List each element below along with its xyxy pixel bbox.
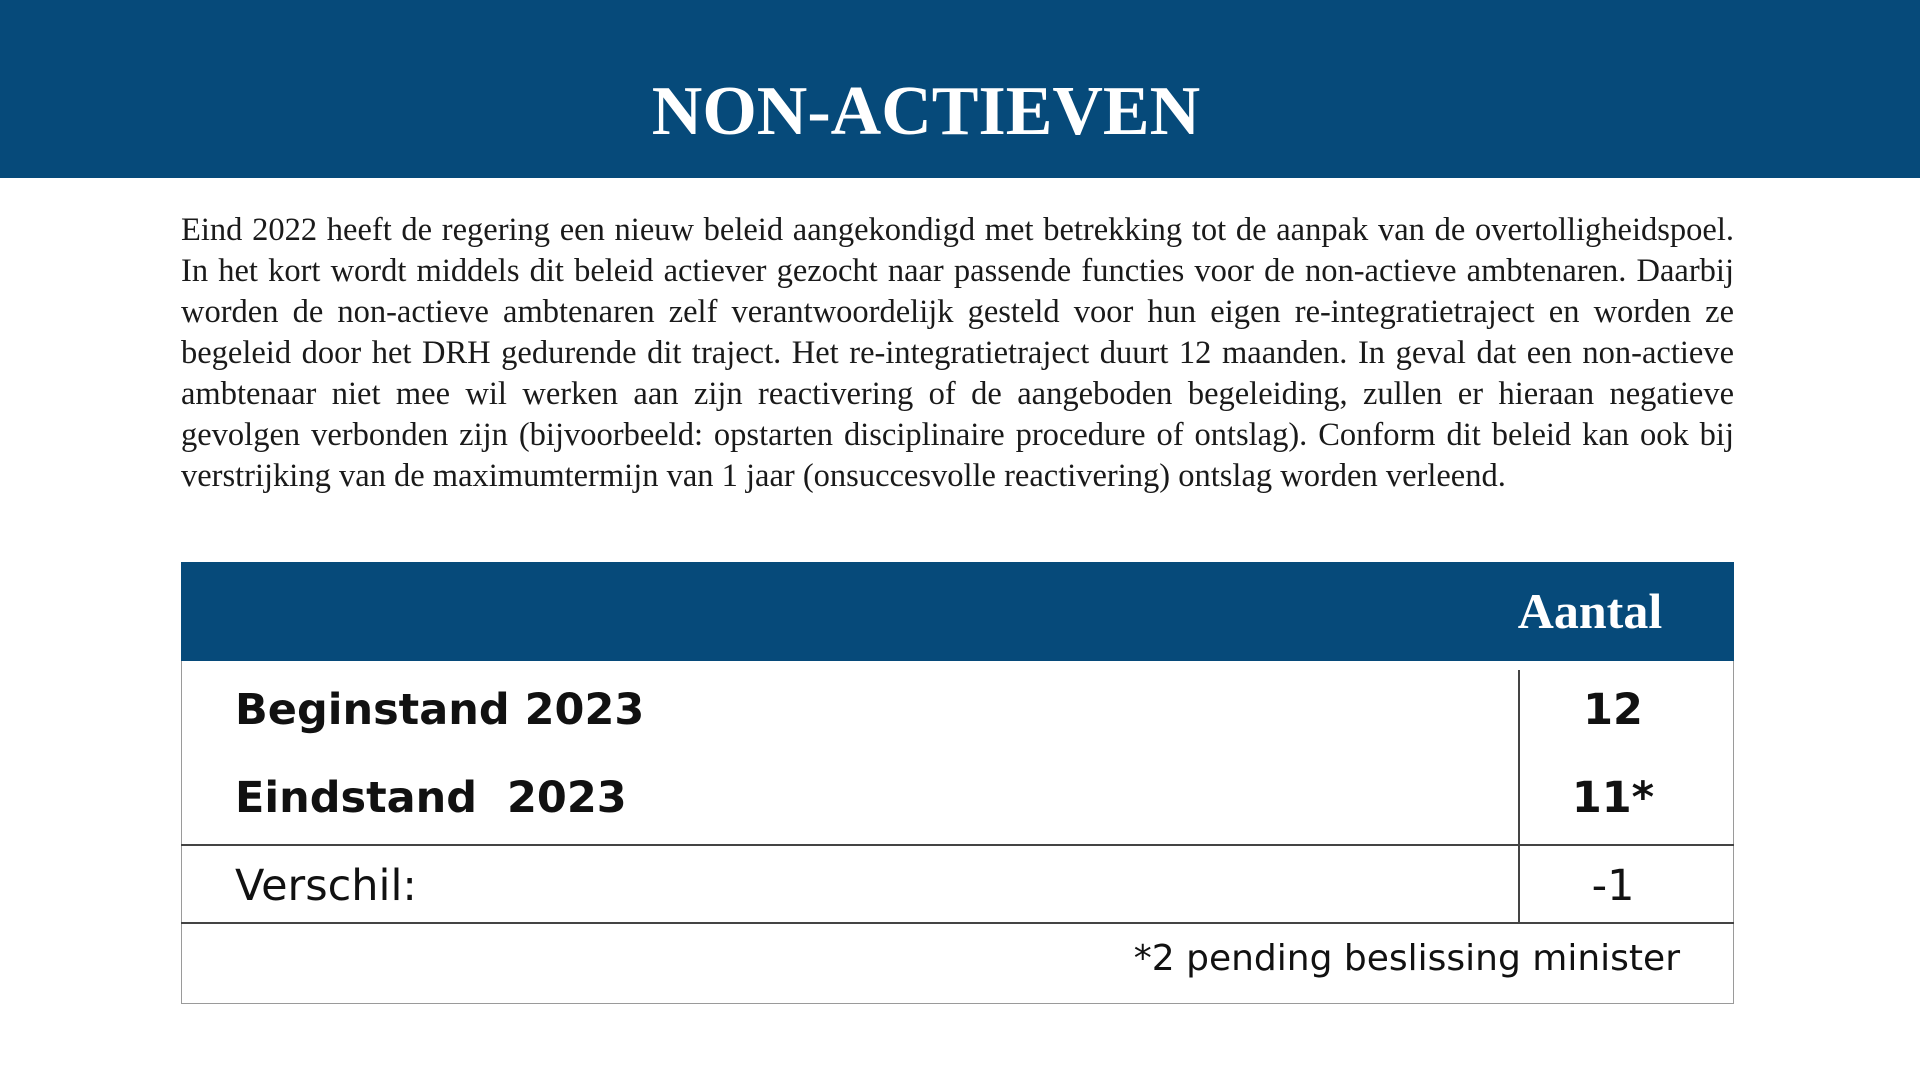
row-value-beginstand: 12 (1583, 685, 1643, 735)
page-title: NON-ACTIEVEN (651, 73, 1201, 150)
row-divider (181, 922, 1734, 924)
row-label-beginstand: Beginstand 2023 (235, 685, 645, 735)
row-value-verschil: -1 (1591, 861, 1635, 911)
policy-paragraph: Eind 2022 heeft de regering een nieuw beleid aangekondigd met betrekking tot de aanpak van de overtolligheidspoel. In het kort wordt middels dit beleid actiever gezocht naar passende functies voor de non-actieve ambtenaren. Daarbij worden de non-actieve ambtenaren zelf verantwoordelijk gesteld voor hun eigen re-integratietraject en worden ze begeleid door het DRH gedurende dit traject. Het re-integratietraject duurt 12 maanden. In geval dat een non-actieve ambtenaar niet mee wil werken aan zijn reactivering of de aangeboden begeleiding, zullen er hieraan negatieve gevolgen verbonden zijn (bijvoorbeeld: opstarten disciplinaire procedure of ontslag). Conform dit beleid kan ook bij verstrijking van de maximumtermijn van 1 jaar (onsuccesvolle reactivering) ontslag worden verleend. (181, 212, 1734, 494)
row-label-eindstand: Eindstand 2023 (235, 773, 627, 823)
row-divider (181, 844, 1734, 846)
row-value-eindstand: 11* (1571, 773, 1655, 823)
table-footnote: *2 pending beslissing minister (1133, 938, 1680, 979)
column-header-aantal: Aantal (1517, 583, 1663, 639)
row-label-verschil: Verschil: (235, 861, 417, 911)
